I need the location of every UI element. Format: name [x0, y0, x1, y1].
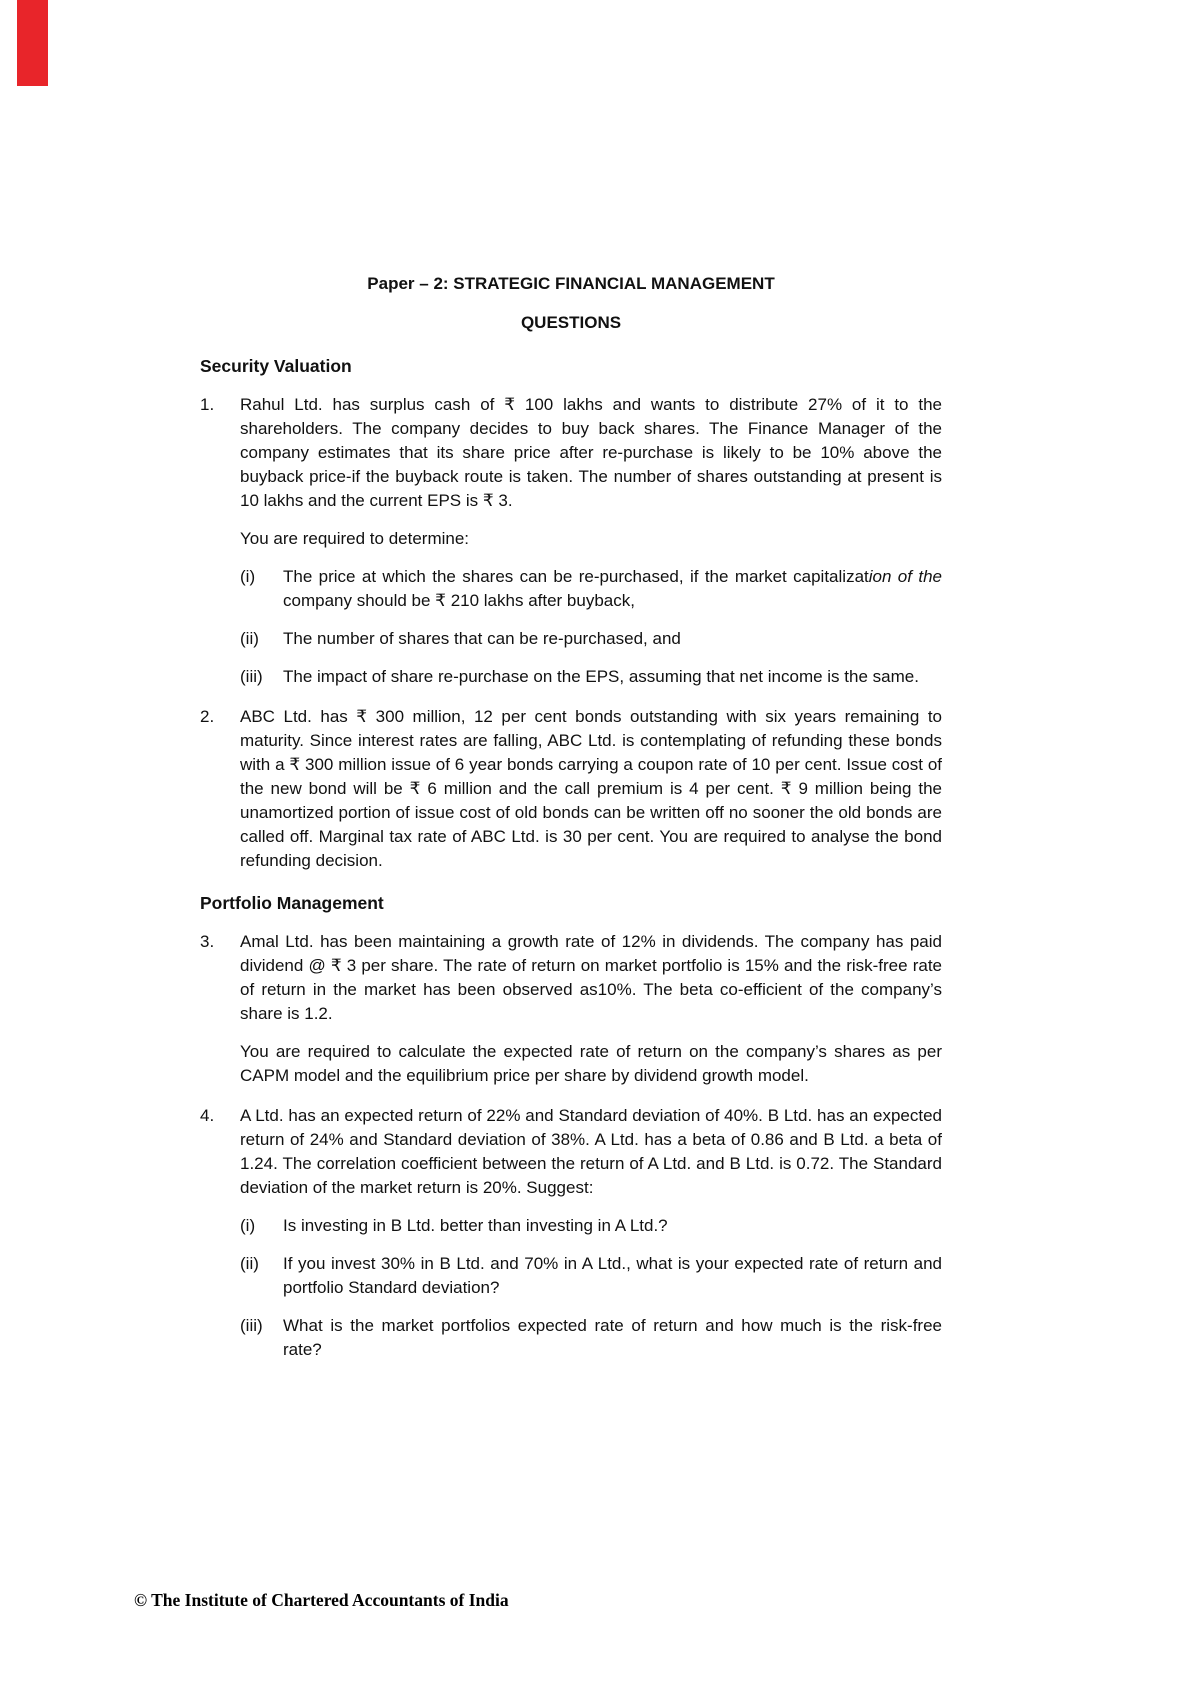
subitem-iii: [240, 1314, 942, 1362]
subitem-text: [283, 565, 942, 613]
subitem-i: [240, 1214, 942, 1238]
subitem-label: (i): [240, 1216, 256, 1235]
subitem-text-pre: The price at which the shares can be re-purchased, if the market capitalizat: [283, 567, 869, 586]
question-body: [240, 393, 942, 703]
subitem-i: [240, 565, 942, 613]
subitem-label: (ii): [240, 1254, 259, 1273]
question-paragraph: ABC Ltd. has ₹ 300 million, 12 per cent bonds outstanding with six years remaining to maturity. Since interest rates are falling, ABC Ltd. is contemplating of refunding these bonds with a ₹ 300 million issue of 6 year bonds carrying a coupon rate of 10 per cent. Issue cost of the new bond will be ₹ 6 million and the call premium is 4 per cent. ₹ 9 million being the unamortized portion of issue cost of old bonds can be written off no sooner the old bonds are called off. Marginal tax rate of ABC Ltd. is 30 per cent. You are required to analyse the bond refunding decision.: [240, 707, 942, 870]
question-body: [240, 705, 942, 887]
question-number: 1.: [200, 395, 215, 414]
section-heading-portfolio-management: Portfolio Management: [200, 893, 384, 913]
subitem-text-post: company should be ₹ 210 lakhs after buyback,: [283, 591, 635, 610]
question-number: 4.: [200, 1106, 215, 1125]
subitem-ii: [240, 627, 942, 651]
subitem-text-italic: ion of the: [868, 567, 942, 586]
document-content: [200, 272, 942, 1378]
subitem-ii: [240, 1252, 942, 1300]
subitem-text: What is the market portfolios expected rate of return and how much is the risk-free rate?: [283, 1316, 942, 1359]
subitem-text: The number of shares that can be re-purchased, and: [283, 629, 681, 648]
question-paragraph: Amal Ltd. has been maintaining a growth rate of 12% in dividends. The company has paid dividend @ ₹ 3 per share. The rate of return on market portfolio is 15% and the risk-free rate of return in the market has been observed as10%. The beta co-efficient of the company’s share is 1.2.: [240, 932, 942, 1023]
page-title: Paper – 2: STRATEGIC FINANCIAL MANAGEMENT: [367, 274, 775, 293]
subitem-iii: [240, 665, 942, 689]
question-paragraph: You are required to determine:: [240, 529, 470, 548]
subitem-text: If you invest 30% in B Ltd. and 70% in A Ltd., what is your expected rate of return and portfolio Standard deviation?: [283, 1254, 942, 1297]
red-bookmark: [17, 0, 48, 86]
question-2: [200, 705, 942, 887]
subitem-text: The impact of share re-purchase on the EPS, assuming that net income is the same.: [283, 667, 919, 686]
page-subtitle: QUESTIONS: [520, 313, 622, 332]
question-1: [200, 393, 942, 703]
subitem-text: Is investing in B Ltd. better than investing in A Ltd.?: [283, 1216, 668, 1235]
question-number: 2.: [200, 707, 215, 726]
subitem-label: (iii): [240, 667, 263, 686]
question-body: [240, 1104, 942, 1376]
question-body: [240, 930, 942, 1102]
question-number: 3.: [200, 932, 215, 951]
question-paragraph: A Ltd. has an expected return of 22% and Standard deviation of 40%. B Ltd. has an expected return of 24% and Standard deviation of 38%. A Ltd. has a beta of 0.86 and B Ltd. a beta of 1.24. The correlation coefficient between the return of A Ltd. and B Ltd. is 0.72. The Standard deviation of the market return is 20%. Suggest:: [240, 1106, 942, 1197]
question-3: [200, 930, 942, 1102]
subitem-label: (ii): [240, 629, 259, 648]
question-paragraph: Rahul Ltd. has surplus cash of ₹ 100 lakhs and wants to distribute 27% of it to the shareholders. The company decides to buy back shares. The Finance Manager of the company estimates that its share price after re-purchase is likely to be 10% above the buyback price-if the buyback route is taken. The number of shares outstanding at present is 10 lakhs and the current EPS is ₹ 3.: [240, 395, 942, 510]
subitem-label: (iii): [240, 1316, 263, 1335]
section-heading-security-valuation: Security Valuation: [200, 356, 352, 376]
subitem-label: (i): [240, 567, 256, 586]
question-paragraph: You are required to calculate the expected rate of return on the company’s shares as per CAPM model and the equilibrium price per share by dividend growth model.: [240, 1042, 942, 1085]
question-4: [200, 1104, 942, 1376]
footer-text: © The Institute of Chartered Accountants of India: [134, 1590, 509, 1610]
